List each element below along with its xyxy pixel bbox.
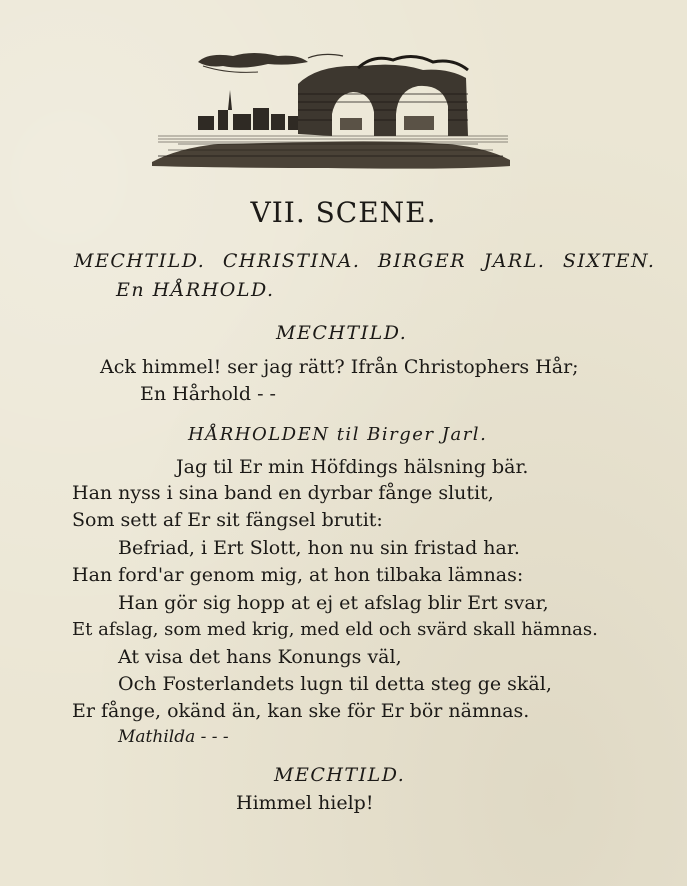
- verse-line: Han gör sig hopp at ej et afslag blir Ert svar,: [118, 592, 549, 614]
- verse-line: Et afslag, som med krig, med eld och svärd skall hämnas.: [72, 619, 598, 640]
- speaker-heading: HÅRHOLDEN til Birger Jarl.: [188, 424, 488, 445]
- verse-line: Himmel hielp!: [236, 792, 374, 814]
- verse-line: Er fånge, okänd än, kan ske för Er bör nämnas.: [72, 700, 530, 722]
- speaker-heading: MECHTILD.: [276, 322, 408, 344]
- verse-line: At visa det hans Konungs väl,: [118, 646, 402, 668]
- verse-line: Mathilda - - -: [118, 727, 229, 747]
- verse-line: Han ford'ar genom mig, at hon tilbaka lämnas:: [72, 564, 524, 586]
- woodcut-vignette-icon: [148, 44, 514, 172]
- verse-line: Och Fosterlandets lugn til detta steg ge skäl,: [118, 673, 552, 695]
- verse-line: En Hårhold - -: [140, 383, 276, 405]
- character-list-line-1: MECHTILD. CHRISTINA. BIRGER JARL. SIXTEN.: [74, 250, 656, 272]
- verse-line: Befriad, i Ert Slott, hon nu sin fristad har.: [118, 537, 520, 559]
- speaker-heading: MECHTILD.: [274, 764, 406, 786]
- verse-line: Jag til Er min Höfdings hälsning bär.: [176, 456, 529, 478]
- character-list-line-2: En HÅRHOLD.: [116, 279, 275, 301]
- verse-line: Som sett af Er sit fängsel brutit:: [72, 509, 383, 531]
- verse-line: Han nyss i sina band en dyrbar fånge slutit,: [72, 482, 494, 504]
- scene-title: VII. SCENE.: [250, 196, 437, 229]
- verse-line: Ack himmel! ser jag rätt? Ifrån Christophers Hår;: [100, 356, 579, 378]
